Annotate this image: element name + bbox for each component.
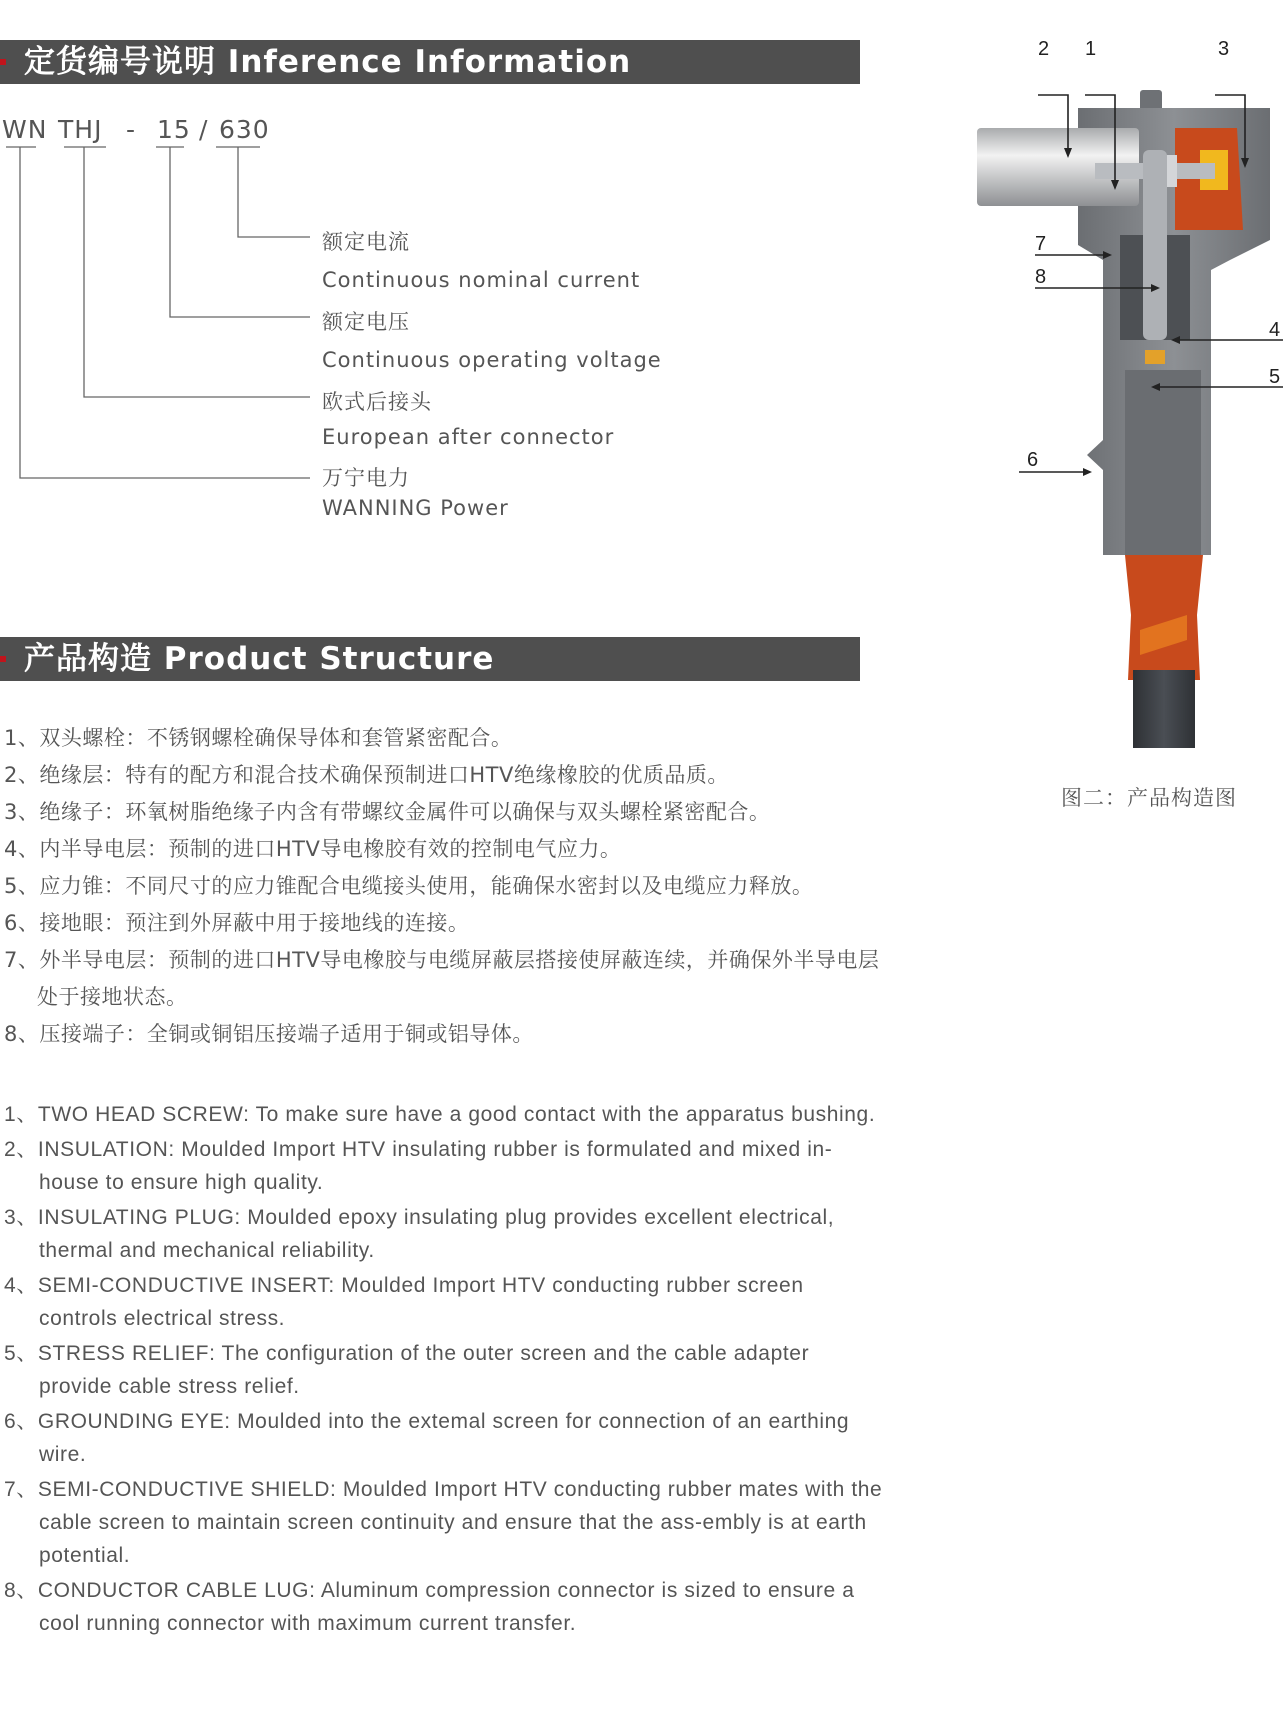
accent-marker xyxy=(0,59,6,65)
order-code-brackets xyxy=(0,140,330,485)
callout-4: 4 xyxy=(1269,319,1281,341)
inference-section-title: 定货编号说明 Inference Information xyxy=(24,44,632,80)
annotation-connector-en: European after connector xyxy=(322,425,615,449)
annotation-connector-cn: 欧式后接头 xyxy=(322,390,432,414)
product-structure-diagram xyxy=(975,30,1283,750)
callout-2: 2 xyxy=(1038,38,1050,60)
en-item xyxy=(4,1574,884,1640)
callout-6: 6 xyxy=(1027,449,1039,471)
cn-structure-list xyxy=(4,720,884,1053)
cn-item-text: 外半导电层：预制的进口HTV导电橡胶与电缆屏蔽层搭接使屏蔽连续，并确保外半导电层处于接地状态。 xyxy=(37,948,880,1009)
en-structure-list xyxy=(4,1098,884,1642)
en-item-number: 7、 xyxy=(4,1478,38,1501)
stress-cone xyxy=(1125,370,1201,555)
cn-item xyxy=(4,905,884,942)
cable-lug xyxy=(1143,150,1167,340)
inference-section-header xyxy=(0,40,860,84)
cn-item-text: 双头螺栓：不锈钢螺栓确保导体和套管紧密配合。 xyxy=(39,726,513,750)
en-item-number: 1、 xyxy=(4,1103,38,1126)
annotation-current-en: Continuous nominal current xyxy=(322,268,641,292)
en-item-number: 4、 xyxy=(4,1274,38,1297)
code-part-wn: WN xyxy=(2,115,48,144)
cn-item xyxy=(4,831,884,868)
en-item xyxy=(4,1133,884,1199)
annotation-voltage-en: Continuous operating voltage xyxy=(322,348,662,372)
code-part-dash: - xyxy=(126,115,137,144)
cn-item xyxy=(4,942,884,1016)
callout-1: 1 xyxy=(1085,38,1097,60)
en-item xyxy=(4,1269,884,1335)
cable xyxy=(1133,670,1195,748)
callout-7: 7 xyxy=(1035,233,1047,255)
en-item-text: SEMI-CONDUCTIVE SHIELD: Moulded Import HTV conducting rubber mates with the cable screen to maintain screen continuity and ensure that the ass-embly is at earth potential. xyxy=(37,1478,883,1567)
code-part-current: 630 xyxy=(219,115,270,144)
cn-item-number: 4、 xyxy=(4,837,40,861)
en-item-text: STRESS RELIEF: The configuration of the outer screen and the cable adapter provide cable stress relief. xyxy=(37,1342,810,1398)
en-item-number: 5、 xyxy=(4,1342,38,1365)
cn-item-text: 压接端子：全铜或铜铝压接端子适用于铜或铝导体。 xyxy=(39,1022,534,1046)
lug-band xyxy=(1145,350,1165,364)
cn-item-text: 绝缘层：特有的配方和混合技术确保预制进口HTV绝缘橡胶的优质品质。 xyxy=(39,763,729,787)
en-item xyxy=(4,1473,884,1572)
callout-8: 8 xyxy=(1035,266,1047,288)
en-item xyxy=(4,1337,884,1403)
en-item xyxy=(4,1201,884,1267)
cn-item-number: 8、 xyxy=(4,1022,40,1046)
cn-item-number: 2、 xyxy=(4,763,40,787)
annotation-brand-en: WANNING Power xyxy=(322,496,509,520)
diagram-caption: 图二：产品构造图 xyxy=(1061,786,1237,810)
en-item-text: TWO HEAD SCREW: To make sure have a good contact with the apparatus bushing. xyxy=(37,1103,876,1126)
en-item-number: 6、 xyxy=(4,1410,38,1433)
cn-item-number: 7、 xyxy=(4,948,40,972)
code-part-voltage: 15 xyxy=(157,115,191,144)
callout-3: 3 xyxy=(1218,38,1230,60)
en-item-number: 8、 xyxy=(4,1579,38,1602)
en-item-number: 2、 xyxy=(4,1138,38,1161)
callout-5: 5 xyxy=(1269,366,1281,388)
cn-item-text: 内半导电层：预制的进口HTV导电橡胶有效的控制电气应力。 xyxy=(39,837,622,861)
cn-item-text: 接地眼：预注到外屏蔽中用于接地线的连接。 xyxy=(39,911,470,935)
cn-item-number: 3、 xyxy=(4,800,40,824)
en-item-text: INSULATION: Moulded Import HTV insulating rubber is formulated and mixed in-house to ensure high quality. xyxy=(37,1138,833,1194)
cn-item xyxy=(4,757,884,794)
annotation-voltage-cn: 额定电压 xyxy=(322,310,410,334)
en-item-text: INSULATING PLUG: Moulded epoxy insulating plug provides excellent electrical, thermal and mechanical reliability. xyxy=(37,1206,835,1262)
cn-item-number: 5、 xyxy=(4,874,40,898)
accent-marker xyxy=(0,656,6,662)
cn-item-number: 1、 xyxy=(4,726,40,750)
code-part-thj: THJ xyxy=(58,115,103,144)
cn-item xyxy=(4,720,884,757)
cn-item-text: 绝缘子：环氧树脂绝缘子内含有带螺纹金属件可以确保与双头螺栓紧密配合。 xyxy=(39,800,771,824)
en-item-text: CONDUCTOR CABLE LUG: Aluminum compression connector is sized to ensure a cool running connector with maximum current transfer. xyxy=(37,1579,855,1635)
structure-section-title: 产品构造 Product Structure xyxy=(24,641,495,677)
en-item xyxy=(4,1405,884,1471)
cn-item-text: 应力锥：不同尺寸的应力锥配合电缆接头使用，能确保水密封以及电缆应力释放。 xyxy=(39,874,814,898)
cn-item-number: 6、 xyxy=(4,911,40,935)
code-part-slash: / xyxy=(199,115,209,144)
cn-item xyxy=(4,1016,884,1053)
annotation-brand-cn: 万宁电力 xyxy=(322,466,410,490)
annotation-current-cn: 额定电流 xyxy=(322,230,410,254)
cn-item xyxy=(4,868,884,905)
en-item-text: SEMI-CONDUCTIVE INSERT: Moulded Import HTV conducting rubber screen controls electrical stress. xyxy=(37,1274,804,1330)
en-item-text: GROUNDING EYE: Moulded into the extemal screen for connection of an earthing wire. xyxy=(37,1410,850,1466)
en-item-number: 3、 xyxy=(4,1206,38,1229)
cable-jacket xyxy=(1125,555,1203,680)
en-item xyxy=(4,1098,884,1131)
structure-section-header xyxy=(0,637,860,681)
cn-item xyxy=(4,794,884,831)
